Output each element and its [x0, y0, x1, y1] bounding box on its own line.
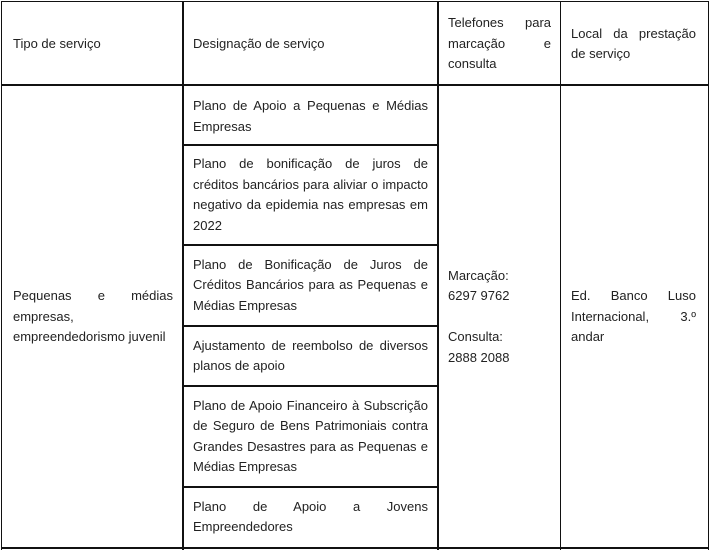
row-divider: [183, 244, 438, 246]
header-designacao-text: Designação de serviço: [193, 35, 325, 51]
border-bottom: [1, 547, 709, 549]
row-divider: [183, 144, 438, 146]
row-local: [571, 86, 696, 548]
service-item-text: Plano de Apoio a Pequenas e Médias Empresas: [193, 98, 428, 134]
header-telefones: [448, 4, 551, 84]
marcacao-number: 6297 9762: [448, 288, 510, 304]
phones-block: [448, 266, 551, 369]
service-item-text: Plano de Apoio a Jovens Empreendedores: [193, 498, 428, 534]
service-item: [193, 146, 428, 244]
row-telefones: [448, 86, 551, 548]
row-divider: [183, 385, 438, 387]
row-divider: [183, 325, 438, 327]
row-tipo-servico: [13, 86, 173, 548]
row-tipo-text: Pequenas e médias empresas, empreendedorismo juvenil: [13, 288, 173, 345]
header-local-text: Local da prestação de serviço: [571, 25, 696, 61]
consulta-label: Consulta:: [448, 329, 503, 345]
header-tipo-text: Tipo de serviço: [13, 35, 101, 51]
service-item-text: Plano de Bonificação de Juros de Créditos Bancários para as Pequenas e Médias Empresas: [193, 256, 428, 313]
row-divider: [183, 486, 438, 488]
service-item: [193, 488, 428, 546]
border-top: [1, 1, 709, 2]
column-divider: [437, 1, 439, 550]
column-divider: [560, 1, 561, 550]
column-divider: [182, 1, 184, 550]
marcacao-label: Marcação:: [448, 267, 509, 283]
phones-spacer: [448, 307, 551, 328]
header-telefones-text: Telefones para marcação e consulta: [448, 15, 551, 72]
service-item-text: Plano de bonificação de juros de créditos bancários para aliviar o impacto negativo da epidemia nas empresas em 2022: [193, 156, 428, 233]
header-tipo-servico: [13, 4, 173, 84]
service-item-text: Ajustamento de reembolso de diversos planos de apoio: [193, 337, 428, 373]
header-divider: [1, 84, 709, 86]
service-item: [193, 387, 428, 486]
header-local: [571, 4, 696, 84]
row-local-text: Ed. Banco Luso Internacional, 3.º andar: [571, 288, 696, 345]
service-item: [193, 246, 428, 325]
header-designacao-servico: [193, 4, 429, 84]
consulta-number: 2888 2088: [448, 349, 510, 365]
service-item-text: Plano de Apoio Financeiro à Subscrição de Seguro de Bens Patrimoniais contra Grandes Desastres para as Pequenas e Médias Empresas: [193, 397, 428, 474]
service-item: [193, 327, 428, 385]
service-item: [193, 89, 428, 144]
